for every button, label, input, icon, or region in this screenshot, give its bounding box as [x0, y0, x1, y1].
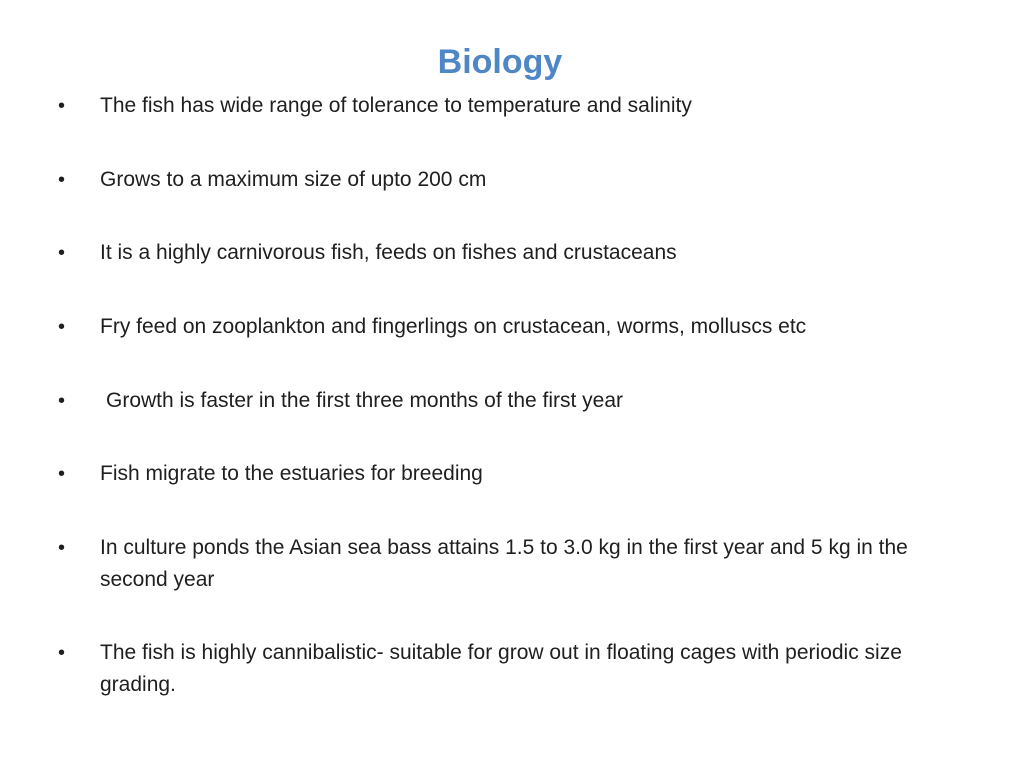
bullet-text: Fry feed on zooplankton and fingerlings on crustacean, worms, molluscs etc [100, 315, 807, 338]
bullet-icon: • [58, 316, 66, 338]
slide-title: Biology [437, 43, 563, 81]
bullet-icon: • [58, 242, 66, 264]
bullet-icon: • [58, 390, 66, 412]
bullet-icon: • [58, 537, 66, 559]
bullet-text: Growth is faster in the first three months of the first year [106, 389, 624, 412]
bullet-text: The fish has wide range of tolerance to temperature and salinity [100, 94, 692, 117]
bullet-text: It is a highly carnivorous fish, feeds on fishes and crustaceans [100, 241, 677, 264]
bullet-text: Fish migrate to the estuaries for breeding [100, 462, 483, 485]
bullet-text: Grows to a maximum size of upto 200 cm [100, 168, 487, 191]
bullet-icon: • [58, 463, 66, 485]
bullet-icon: • [58, 642, 66, 664]
bullet-text: In culture ponds the Asian sea bass attains 1.5 to 3.0 kg in the first year and 5 kg in the second year [100, 536, 908, 591]
bullet-icon: • [58, 169, 66, 191]
bullet-icon: • [58, 95, 66, 117]
bullet-text: The fish is highly cannibalistic- suitable for grow out in floating cages with periodic size grading. [100, 641, 902, 696]
